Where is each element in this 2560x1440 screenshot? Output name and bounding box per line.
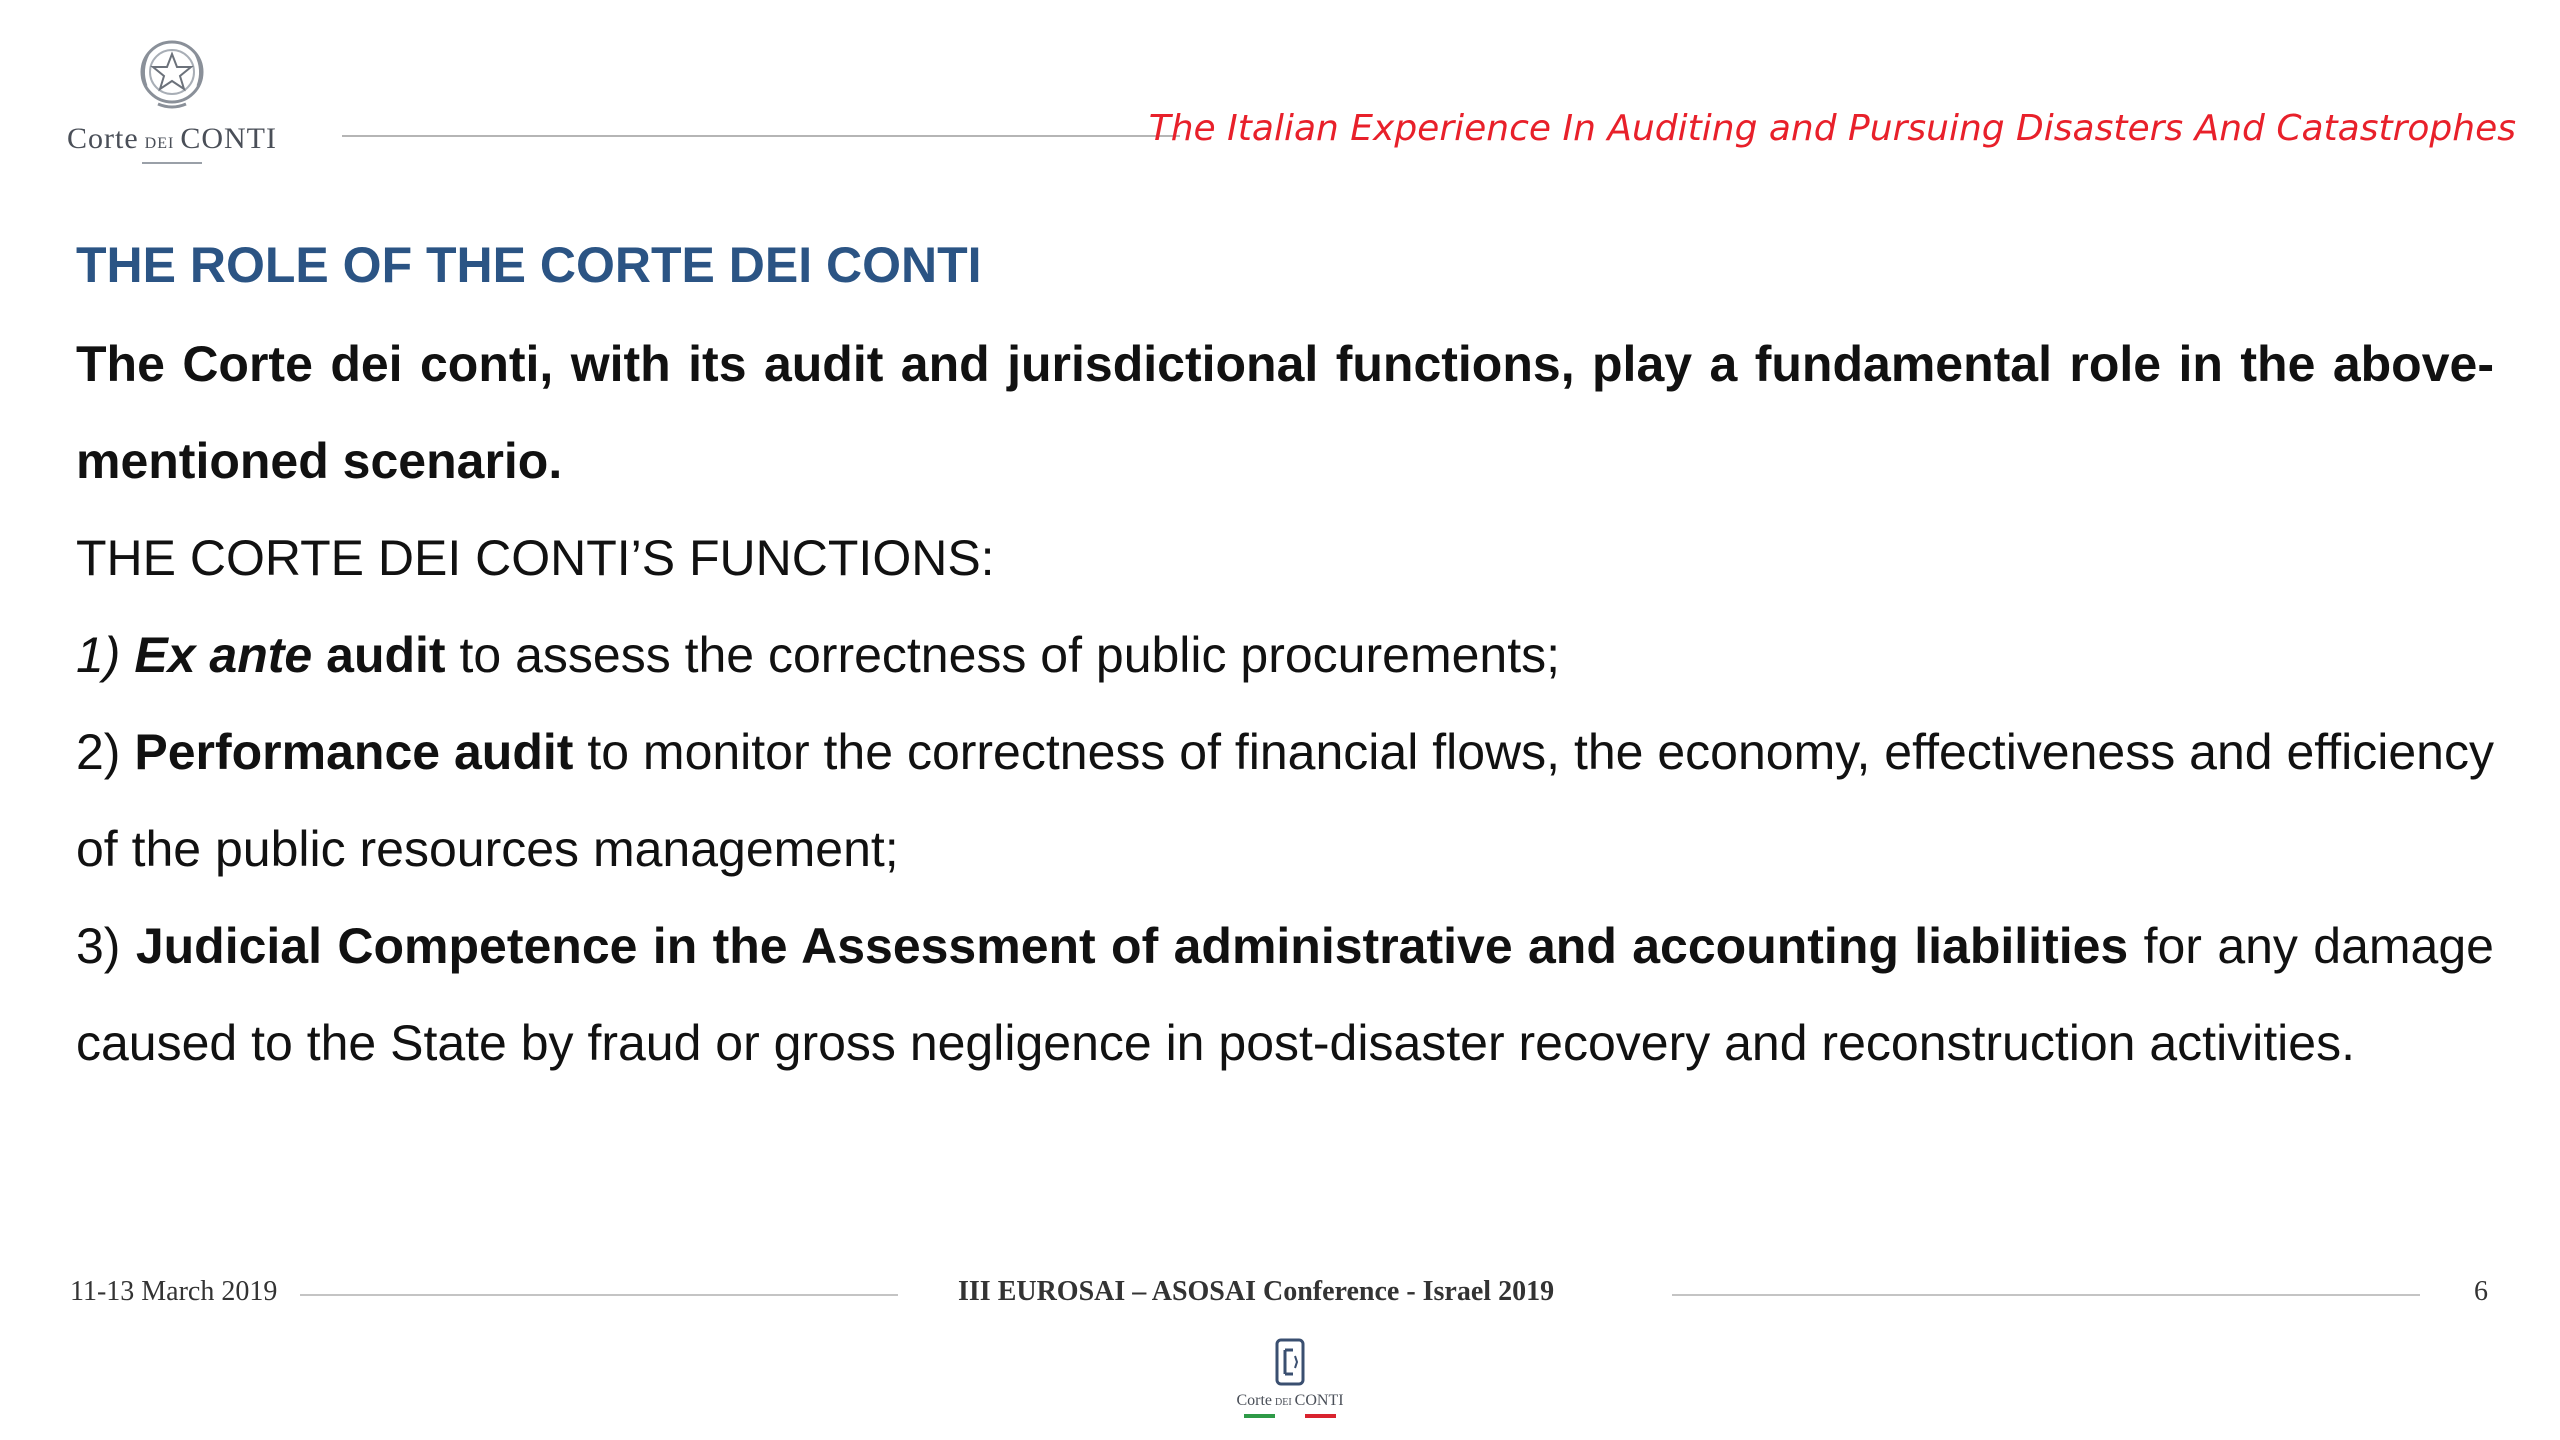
item-text: for any damage caused to the State by fraud or gross negligence in post-disaster recovery and reconstruction activities. [76, 918, 2494, 1071]
logo-wordmark [52, 122, 292, 156]
item-number: 1) [76, 627, 121, 683]
section-heading: THE ROLE OF THE CORTE DEI CONTI [76, 237, 982, 293]
logo-word-corte: Corte [67, 122, 139, 155]
logo-word-conti: CONTI [180, 122, 277, 155]
lead-paragraph: The Corte dei conti, with its audit and jurisdictional functions, play a fundamental role in the above-mentioned scenario. [76, 336, 2494, 489]
tricolor-white [1275, 1414, 1306, 1418]
item-text: to assess the correctness of public procurements; [459, 627, 1560, 683]
item-text: to monitor the correctness of financial flows, the economy, effectiveness and efficiency of the public resources management; [76, 724, 2494, 877]
item-number: 2) [76, 724, 121, 780]
corte-dei-conti-logo [52, 30, 292, 164]
footer-divider-right [1672, 1294, 2420, 1296]
footer-logo-word-dei: DEI [1274, 1397, 1292, 1408]
footer-emblem-icon [1273, 1336, 1307, 1388]
tricolor-stripe [1244, 1414, 1336, 1418]
footer-date: 11-13 March 2019 [70, 1276, 278, 1307]
footer-logo-wordmark [1210, 1392, 1370, 1410]
function-item-1 [76, 607, 2494, 704]
item-bold: Judicial Competence in the Assessment of administrative and accounting liabilities [135, 918, 2129, 974]
footer-conference: III EUROSAI – ASOSAI Conference - Israel 2019 [958, 1276, 1555, 1307]
slide-content [76, 232, 2494, 1092]
item-bold: Performance audit [134, 724, 574, 780]
tricolor-red [1305, 1414, 1336, 1418]
logo-word-dei: DEI [144, 135, 175, 152]
functions-title: THE CORTE DEI CONTI’S FUNCTIONS: [76, 530, 995, 586]
footer-logo-word-corte: Corte [1236, 1392, 1272, 1409]
header-title: The Italian Experience In Auditing and Pursuing Disasters And Catastrophes [1148, 108, 2516, 149]
function-item-2 [76, 704, 2494, 898]
italian-emblem-icon [132, 30, 212, 114]
tricolor-green [1244, 1414, 1275, 1418]
item-number: 3) [76, 918, 121, 974]
footer-logo-word-conti: CONTI [1294, 1392, 1344, 1409]
function-item-3 [76, 898, 2494, 1092]
item-bold: audit [326, 627, 446, 683]
footer-logo [1210, 1336, 1370, 1418]
logo-underline [142, 162, 202, 164]
footer-divider-left [300, 1294, 898, 1296]
page-number: 6 [2474, 1276, 2488, 1307]
header-divider [342, 135, 1180, 137]
item-bold-italic: Ex ante [134, 627, 313, 683]
